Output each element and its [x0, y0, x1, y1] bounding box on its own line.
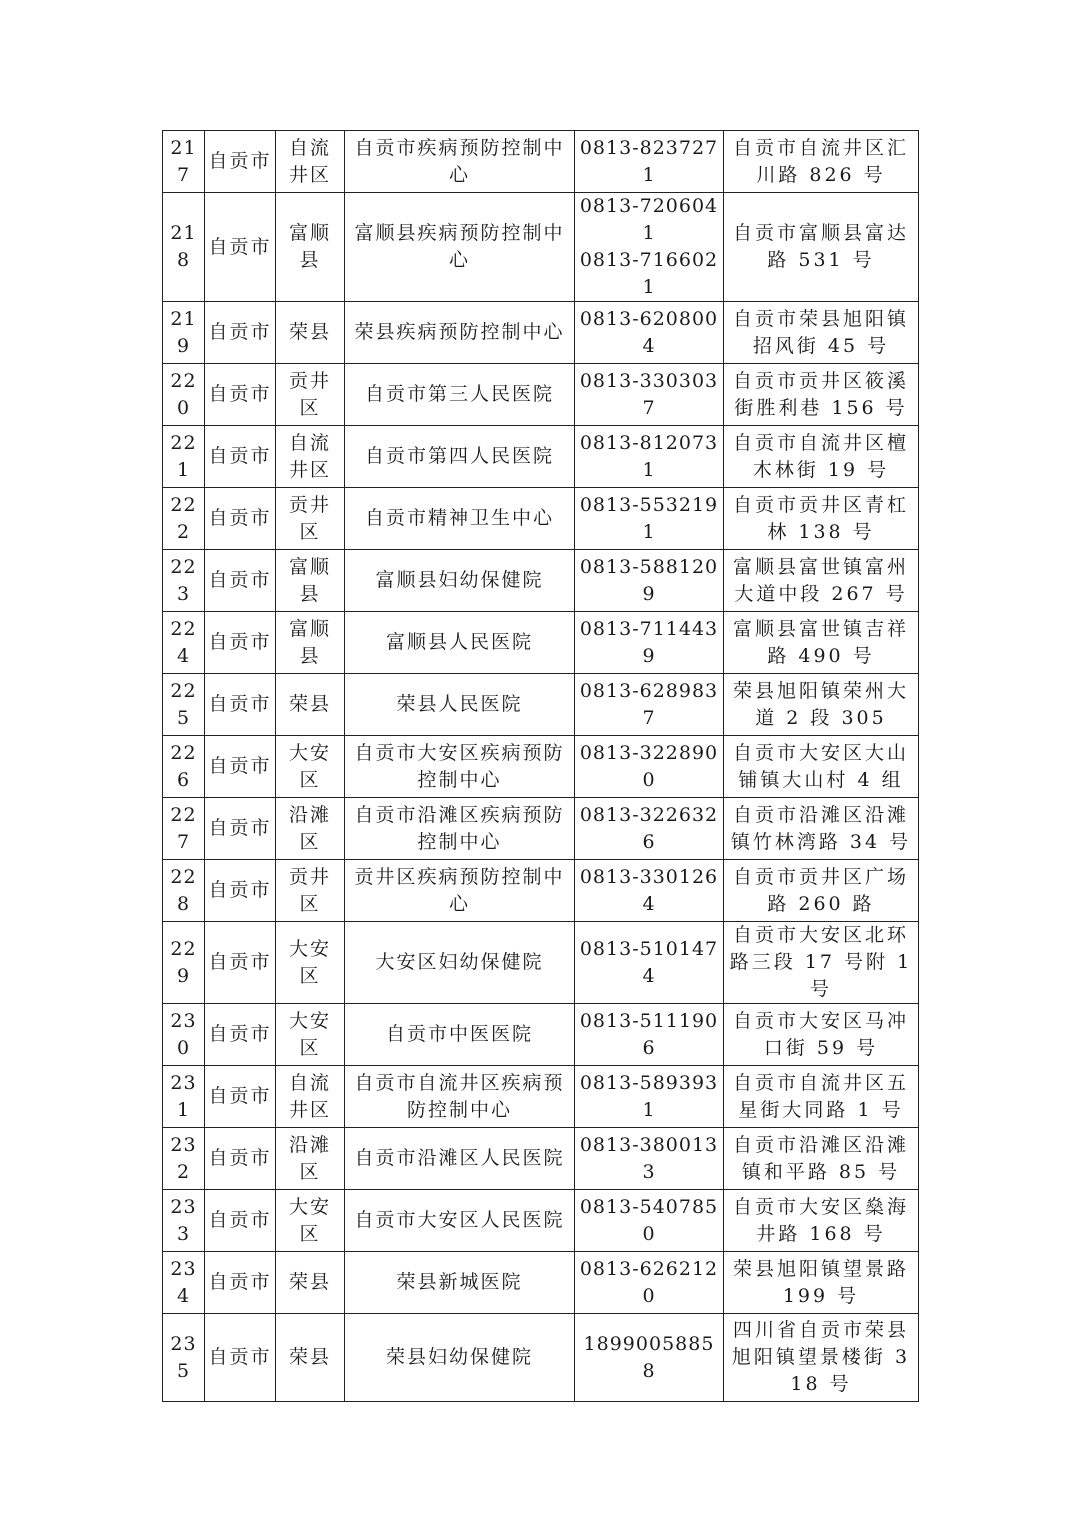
row-number: 230	[163, 1004, 205, 1066]
district-cell: 自流井区	[276, 426, 345, 488]
institution-name: 自贡市第三人民医院	[345, 364, 575, 426]
district-cell: 荣县	[276, 1252, 345, 1314]
district-cell: 自流井区	[276, 1066, 345, 1128]
table-row	[163, 426, 919, 488]
table-row	[163, 1190, 919, 1252]
row-number: 225	[163, 674, 205, 736]
district-cell: 沿滩区	[276, 1128, 345, 1190]
institution-name: 荣县疾病预防控制中心	[345, 302, 575, 364]
phone-number: 0813-8237271	[579, 136, 719, 186]
address-cell: 自贡市沿滩区沿滩镇和平路 85 号	[724, 1128, 919, 1190]
phone-number: 0813-5101474	[579, 937, 719, 987]
table-row	[163, 612, 919, 674]
row-number: 226	[163, 736, 205, 798]
district-cell: 自流井区	[276, 131, 345, 193]
phone-cell	[575, 550, 724, 612]
district-cell: 荣县	[276, 302, 345, 364]
address-cell: 自贡市贡井区广场路 260 路	[724, 860, 919, 922]
city-cell: 自贡市	[205, 488, 276, 550]
city-cell: 自贡市	[205, 193, 276, 302]
row-number: 217	[163, 131, 205, 193]
table-row	[163, 860, 919, 922]
institution-name: 荣县人民医院	[345, 674, 575, 736]
address-cell: 荣县旭阳镇望景路 199 号	[724, 1252, 919, 1314]
table-row	[163, 302, 919, 364]
district-cell: 大安区	[276, 736, 345, 798]
district-cell: 贡井区	[276, 364, 345, 426]
institution-name: 自贡市沿滩区人民医院	[345, 1128, 575, 1190]
city-cell: 自贡市	[205, 736, 276, 798]
phone-cell	[575, 1190, 724, 1252]
phone-cell	[575, 860, 724, 922]
institution-table	[162, 130, 919, 1402]
table-row	[163, 922, 919, 1004]
city-cell: 自贡市	[205, 1004, 276, 1066]
address-cell: 自贡市大安区燊海井路 168 号	[724, 1190, 919, 1252]
table-body	[163, 131, 919, 1402]
row-number: 227	[163, 798, 205, 860]
city-cell: 自贡市	[205, 612, 276, 674]
row-number: 224	[163, 612, 205, 674]
table-row	[163, 674, 919, 736]
phone-number: 0813-3301264	[579, 865, 719, 915]
address-cell: 自贡市贡井区筱溪街胜利巷 156 号	[724, 364, 919, 426]
phone-cell	[575, 1314, 724, 1402]
institution-name: 荣县新城医院	[345, 1252, 575, 1314]
institution-name: 自贡市第四人民医院	[345, 426, 575, 488]
table-row	[163, 488, 919, 550]
institution-name: 荣县妇幼保健院	[345, 1314, 575, 1402]
district-cell: 沿滩区	[276, 798, 345, 860]
table-row	[163, 364, 919, 426]
district-cell: 荣县	[276, 1314, 345, 1402]
phone-cell	[575, 1128, 724, 1190]
institution-name: 自贡市中医医院	[345, 1004, 575, 1066]
city-cell: 自贡市	[205, 550, 276, 612]
phone-cell	[575, 1252, 724, 1314]
district-cell: 富顺县	[276, 612, 345, 674]
address-cell: 自贡市富顺县富达路 531 号	[724, 193, 919, 302]
city-cell: 自贡市	[205, 798, 276, 860]
address-cell: 自贡市大安区马冲口街 59 号	[724, 1004, 919, 1066]
city-cell: 自贡市	[205, 674, 276, 736]
row-number: 221	[163, 426, 205, 488]
institution-name: 自贡市大安区疾病预防控制中心	[345, 736, 575, 798]
table-row	[163, 1004, 919, 1066]
phone-number: 0813-5893931	[579, 1071, 719, 1121]
table-row	[163, 798, 919, 860]
row-number: 219	[163, 302, 205, 364]
phone-number: 0813-7166021	[579, 249, 719, 298]
row-number: 229	[163, 922, 205, 1004]
address-cell: 自贡市大安区大山铺镇大山村 4 组	[724, 736, 919, 798]
city-cell: 自贡市	[205, 426, 276, 488]
institution-name: 贡井区疾病预防控制中心	[345, 860, 575, 922]
phone-number: 0813-7206041	[579, 195, 719, 244]
phone-cell	[575, 922, 724, 1004]
phone-cell	[575, 131, 724, 193]
address-cell: 自贡市自流井区檀木林街 19 号	[724, 426, 919, 488]
district-cell: 贡井区	[276, 488, 345, 550]
phone-number: 0813-6208004	[579, 307, 719, 357]
institution-name: 自贡市疾病预防控制中心	[345, 131, 575, 193]
table-row	[163, 1128, 919, 1190]
phone-number: 0813-6262120	[579, 1257, 719, 1307]
phone-cell	[575, 302, 724, 364]
institution-name: 富顺县妇幼保健院	[345, 550, 575, 612]
district-cell: 大安区	[276, 922, 345, 1004]
phone-number: 0813-3303037	[579, 369, 719, 419]
institution-name: 自贡市沿滩区疾病预防控制中心	[345, 798, 575, 860]
row-number: 234	[163, 1252, 205, 1314]
address-cell: 富顺县富世镇吉祥路 490 号	[724, 612, 919, 674]
phone-number: 18990058858	[583, 1332, 715, 1382]
address-cell: 自贡市自流井区五星街大同路 1 号	[724, 1066, 919, 1128]
district-cell: 贡井区	[276, 860, 345, 922]
phone-number: 0813-5532191	[579, 493, 719, 543]
institution-name: 富顺县人民医院	[345, 612, 575, 674]
row-number: 231	[163, 1066, 205, 1128]
city-cell: 自贡市	[205, 1252, 276, 1314]
table-row	[163, 131, 919, 193]
institution-name: 自贡市大安区人民医院	[345, 1190, 575, 1252]
phone-cell	[575, 426, 724, 488]
phone-number: 0813-3228900	[579, 741, 719, 791]
row-number: 228	[163, 860, 205, 922]
phone-cell	[575, 364, 724, 426]
row-number: 220	[163, 364, 205, 426]
address-cell: 富顺县富世镇富州大道中段 267 号	[724, 550, 919, 612]
table-row	[163, 1252, 919, 1314]
table-row	[163, 736, 919, 798]
city-cell: 自贡市	[205, 1128, 276, 1190]
city-cell: 自贡市	[205, 302, 276, 364]
row-number: 222	[163, 488, 205, 550]
address-cell: 荣县旭阳镇荣州大道 2 段 305	[724, 674, 919, 736]
table-row	[163, 550, 919, 612]
institution-name: 自贡市精神卫生中心	[345, 488, 575, 550]
phone-cell	[575, 193, 724, 302]
city-cell: 自贡市	[205, 364, 276, 426]
phone-cell	[575, 674, 724, 736]
city-cell: 自贡市	[205, 922, 276, 1004]
row-number: 233	[163, 1190, 205, 1252]
phone-cell	[575, 1066, 724, 1128]
district-cell: 富顺县	[276, 193, 345, 302]
row-number: 235	[163, 1314, 205, 1402]
phone-cell	[575, 612, 724, 674]
table-row	[163, 193, 919, 302]
phone-number: 0813-7114439	[579, 617, 719, 667]
row-number: 218	[163, 193, 205, 302]
address-cell: 四川省自贡市荣县旭阳镇望景楼街 318 号	[724, 1314, 919, 1402]
phone-number: 0813-3800133	[579, 1133, 719, 1183]
phone-number: 0813-5407850	[579, 1195, 719, 1245]
row-number: 232	[163, 1128, 205, 1190]
phone-number: 0813-8120731	[579, 431, 719, 481]
city-cell: 自贡市	[205, 860, 276, 922]
phone-cell	[575, 488, 724, 550]
phone-number: 0813-5881209	[579, 555, 719, 605]
city-cell: 自贡市	[205, 1190, 276, 1252]
institution-name: 大安区妇幼保健院	[345, 922, 575, 1004]
phone-number: 0813-5111906	[579, 1009, 719, 1059]
address-cell: 自贡市荣县旭阳镇招风街 45 号	[724, 302, 919, 364]
row-number: 223	[163, 550, 205, 612]
institution-name: 自贡市自流井区疾病预防控制中心	[345, 1066, 575, 1128]
phone-number: 0813-6289837	[579, 679, 719, 729]
phone-number: 0813-3226326	[579, 803, 719, 853]
address-cell: 自贡市大安区北环路三段 17 号附 1 号	[724, 922, 919, 1004]
table-row	[163, 1066, 919, 1128]
address-cell: 自贡市沿滩区沿滩镇竹林湾路 34 号	[724, 798, 919, 860]
address-cell: 自贡市贡井区青杠林 138 号	[724, 488, 919, 550]
district-cell: 大安区	[276, 1190, 345, 1252]
phone-cell	[575, 1004, 724, 1066]
city-cell: 自贡市	[205, 131, 276, 193]
city-cell: 自贡市	[205, 1066, 276, 1128]
table-row	[163, 1314, 919, 1402]
city-cell: 自贡市	[205, 1314, 276, 1402]
district-cell: 富顺县	[276, 550, 345, 612]
phone-cell	[575, 736, 724, 798]
address-cell: 自贡市自流井区汇川路 826 号	[724, 131, 919, 193]
district-cell: 大安区	[276, 1004, 345, 1066]
phone-cell	[575, 798, 724, 860]
district-cell: 荣县	[276, 674, 345, 736]
institution-name: 富顺县疾病预防控制中心	[345, 193, 575, 302]
